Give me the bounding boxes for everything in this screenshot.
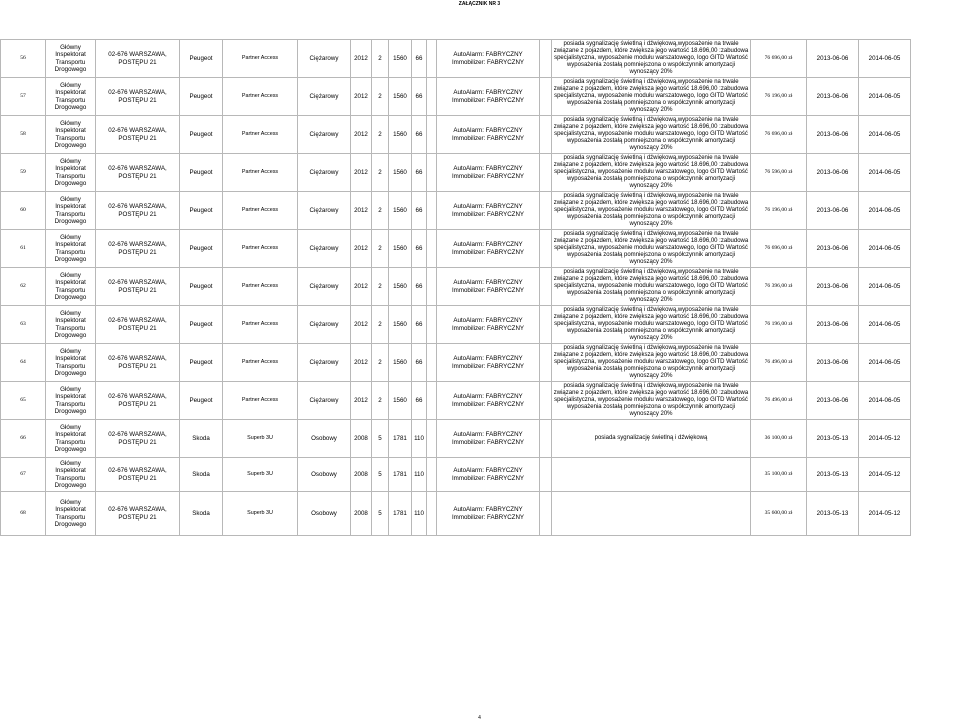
model-cell: Superb 3U [223,492,298,536]
equipment-cell: posiada sygnalizację świetlną i dźwiękową,wyposażenie na trwale związane z pojazdem, które zwiększa jego wartość 18.696,00 :zabudowa specjalistyczna, wyposażenie modułu warszatowego, logo GITD Wartość wyposażenia zostałą pomniejszona o współczynnik amortyzacji wynoszący 20% [552,154,751,192]
owner-cell: Główny Inspektorat Transportu Drogowego [46,40,96,78]
address-cell: 02-676 WARSZAWA, POSTĘPU 21 [96,382,180,420]
row-number: 57 [1,78,46,116]
spacer-cell [540,382,552,420]
value-cell: 76 196,00 zł [751,78,807,116]
vehicle-type-cell: Ciężarowy [298,306,351,344]
make-cell: Peugeot [180,116,223,154]
vehicle-type-cell: Ciężarowy [298,344,351,382]
engine-capacity-cell: 1560 [389,268,412,306]
owner-cell: Główny Inspektorat Transportu Drogowego [46,382,96,420]
date-from-cell: 2013-06-06 [807,344,859,382]
spacer-cell [427,40,437,78]
make-cell: Peugeot [180,78,223,116]
equipment-cell: posiada sygnalizację świetlną i dźwiękową,wyposażenie na trwale związane z pojazdem, które zwiększa jego wartość 18.696,00 :zabudowa specjalistyczna, wyposażenie modułu warszatowego, logo GITD Wartość wyposażenia zostałą pomniejszona o współczynnik amortyzacji wynoszący 20% [552,344,751,382]
security-cell: AutoAlarm: FABRYCZNY Immobilizer: FABRYCZNY [437,382,540,420]
seats-cell: 2 [372,116,389,154]
engine-capacity-cell: 1560 [389,40,412,78]
vehicle-type-cell: Ciężarowy [298,116,351,154]
owner-cell: Główny Inspektorat Transportu Drogowego [46,492,96,536]
make-cell: Peugeot [180,230,223,268]
power-cell: 66 [412,382,427,420]
row-number: 68 [1,492,46,536]
value-cell: 76 496,00 zł [751,344,807,382]
row-number: 64 [1,344,46,382]
date-to-cell: 2014-06-05 [859,78,911,116]
engine-capacity-cell: 1781 [389,492,412,536]
date-from-cell: 2013-06-06 [807,40,859,78]
seats-cell: 2 [372,382,389,420]
year-cell: 2012 [351,78,372,116]
date-to-cell: 2014-06-05 [859,40,911,78]
row-number: 60 [1,192,46,230]
spacer-cell [427,192,437,230]
value-cell: 76 596,00 zł [751,154,807,192]
model-cell: Partner Access [223,382,298,420]
vehicle-type-cell: Ciężarowy [298,230,351,268]
vehicle-type-cell: Ciężarowy [298,78,351,116]
engine-capacity-cell: 1781 [389,458,412,492]
year-cell: 2012 [351,40,372,78]
vehicle-type-cell: Ciężarowy [298,268,351,306]
owner-cell: Główny Inspektorat Transportu Drogowego [46,268,96,306]
spacer-cell [540,458,552,492]
row-number: 59 [1,154,46,192]
make-cell: Peugeot [180,382,223,420]
year-cell: 2012 [351,154,372,192]
make-cell: Peugeot [180,192,223,230]
year-cell: 2012 [351,230,372,268]
date-to-cell: 2014-05-12 [859,492,911,536]
date-to-cell: 2014-06-05 [859,154,911,192]
table-row [1,420,911,458]
make-cell: Skoda [180,458,223,492]
engine-capacity-cell: 1781 [389,420,412,458]
equipment-cell [552,492,751,536]
seats-cell: 5 [372,420,389,458]
value-cell: 36 100,00 zł [751,420,807,458]
spacer-cell [540,306,552,344]
power-cell: 66 [412,154,427,192]
address-cell: 02-676 WARSZAWA, POSTĘPU 21 [96,40,180,78]
date-from-cell: 2013-05-13 [807,492,859,536]
security-cell: AutoAlarm: FABRYCZNY Immobilizer: FABRYCZNY [437,492,540,536]
address-cell: 02-676 WARSZAWA, POSTĘPU 21 [96,306,180,344]
owner-cell: Główny Inspektorat Transportu Drogowego [46,78,96,116]
equipment-cell: posiada sygnalizację świetlną i dźwiękową,wyposażenie na trwale związane z pojazdem, które zwiększa jego wartość 18.696,00 :zabudowa specjalistyczna, wyposażenie modułu warszatowego, logo GITD Wartość wyposażenia zostałą pomniejszona o współczynnik amortyzacji wynoszący 20% [552,268,751,306]
value-cell: 76 196,00 zł [751,192,807,230]
date-to-cell: 2014-06-05 [859,192,911,230]
vehicle-type-cell: Ciężarowy [298,40,351,78]
year-cell: 2008 [351,492,372,536]
make-cell: Peugeot [180,40,223,78]
equipment-cell: posiada sygnalizację świetlną i dźwiękową,wyposażenie na trwale związane z pojazdem, które zwiększa jego wartość 18.696,00 :zabudowa specjalistyczna, wyposażenie modułu warszatowego, logo GITD Wartość wyposażenia zostałą pomniejszona o współczynnik amortyzacji wynoszący 20% [552,306,751,344]
value-cell: 76 196,00 zł [751,306,807,344]
value-cell: 35 100,00 zł [751,458,807,492]
table-row [1,492,911,536]
vehicle-type-cell: Osobowy [298,492,351,536]
security-cell: AutoAlarm: FABRYCZNY Immobilizer: FABRYCZNY [437,154,540,192]
year-cell: 2012 [351,192,372,230]
power-cell: 66 [412,192,427,230]
address-cell: 02-676 WARSZAWA, POSTĘPU 21 [96,116,180,154]
owner-cell: Główny Inspektorat Transportu Drogowego [46,192,96,230]
model-cell: Partner Access [223,78,298,116]
model-cell: Partner Access [223,268,298,306]
value-cell: 76 396,00 zł [751,268,807,306]
table-row [1,192,911,230]
spacer-cell [540,40,552,78]
date-to-cell: 2014-05-12 [859,420,911,458]
seats-cell: 2 [372,306,389,344]
vehicle-type-cell: Ciężarowy [298,382,351,420]
spacer-cell [427,458,437,492]
spacer-cell [540,192,552,230]
engine-capacity-cell: 1560 [389,382,412,420]
address-cell: 02-676 WARSZAWA, POSTĘPU 21 [96,458,180,492]
seats-cell: 2 [372,40,389,78]
address-cell: 02-676 WARSZAWA, POSTĘPU 21 [96,492,180,536]
security-cell: AutoAlarm: FABRYCZNY Immobilizer: FABRYCZNY [437,306,540,344]
date-from-cell: 2013-06-06 [807,382,859,420]
security-cell: AutoAlarm: FABRYCZNY Immobilizer: FABRYCZNY [437,268,540,306]
spacer-cell [540,78,552,116]
table-row [1,458,911,492]
spacer-cell [427,78,437,116]
row-number: 61 [1,230,46,268]
seats-cell: 2 [372,78,389,116]
owner-cell: Główny Inspektorat Transportu Drogowego [46,306,96,344]
power-cell: 66 [412,230,427,268]
address-cell: 02-676 WARSZAWA, POSTĘPU 21 [96,420,180,458]
address-cell: 02-676 WARSZAWA, POSTĘPU 21 [96,154,180,192]
spacer-cell [540,492,552,536]
spacer-cell [540,154,552,192]
spacer-cell [427,492,437,536]
model-cell: Partner Access [223,154,298,192]
make-cell: Peugeot [180,344,223,382]
owner-cell: Główny Inspektorat Transportu Drogowego [46,230,96,268]
spacer-cell [427,268,437,306]
table-row [1,344,911,382]
seats-cell: 2 [372,154,389,192]
power-cell: 110 [412,420,427,458]
owner-cell: Główny Inspektorat Transportu Drogowego [46,344,96,382]
owner-cell: Główny Inspektorat Transportu Drogowego [46,154,96,192]
spacer-cell [540,230,552,268]
year-cell: 2012 [351,306,372,344]
page-header: ZAŁĄCZNIK NR 3 [458,1,501,7]
spacer-cell [427,382,437,420]
equipment-cell: posiada sygnalizację świetlną i dźwiękową,wyposażenie na trwale związane z pojazdem, które zwiększa jego wartość 18.696,00 :zabudowa specjalistyczna, wyposażenie modułu warszatowego, logo GITD Wartość wyposażenia zostałą pomniejszona o współczynnik amortyzacji wynoszący 20% [552,382,751,420]
table-row [1,382,911,420]
date-to-cell: 2014-06-05 [859,382,911,420]
spacer-cell [540,116,552,154]
vehicle-table [0,39,911,536]
power-cell: 110 [412,458,427,492]
equipment-cell: posiada sygnalizację świetlną i dźwiękową,wyposażenie na trwale związane z pojazdem, które zwiększa jego wartość 18.696,00 :zabudowa specjalistyczna, wyposażenie modułu warszatowego, logo GITD Wartość wyposażenia zostałą pomniejszona o współczynnik amortyzacji wynoszący 20% [552,40,751,78]
vehicle-type-cell: Osobowy [298,420,351,458]
date-from-cell: 2013-06-06 [807,78,859,116]
equipment-cell: posiada sygnalizację świetlną i dźwiękową,wyposażenie na trwale związane z pojazdem, które zwiększa jego wartość 18.696,00 :zabudowa specjalistyczna, wyposażenie modułu warszatowego, logo GITD Wartość wyposażenia zostałą pomniejszona o współczynnik amortyzacji wynoszący 20% [552,78,751,116]
row-number: 65 [1,382,46,420]
security-cell: AutoAlarm: FABRYCZNY Immobilizer: FABRYCZNY [437,116,540,154]
power-cell: 66 [412,78,427,116]
equipment-cell: posiada sygnalizację świetlną i dźwiękową,wyposażenie na trwale związane z pojazdem, które zwiększa jego wartość 18.696,00 :zabudowa specjalistyczna, wyposażenie modułu warszatowego, logo GITD Wartość wyposażenia zostałą pomniejszona o współczynnik amortyzacji wynoszący 20% [552,230,751,268]
security-cell: AutoAlarm: FABRYCZNY Immobilizer: FABRYCZNY [437,40,540,78]
year-cell: 2012 [351,382,372,420]
date-to-cell: 2014-06-05 [859,116,911,154]
row-number: 58 [1,116,46,154]
year-cell: 2008 [351,458,372,492]
date-to-cell: 2014-06-05 [859,306,911,344]
security-cell: AutoAlarm: FABRYCZNY Immobilizer: FABRYCZNY [437,192,540,230]
equipment-cell: posiada sygnalizację świetlną i dźwiękową,wyposażenie na trwale związane z pojazdem, które zwiększa jego wartość 18.696,00 :zabudowa specjalistyczna, wyposażenie modułu warszatowego, logo GITD Wartość wyposażenia zostałą pomniejszona o współczynnik amortyzacji wynoszący 20% [552,116,751,154]
value-cell: 76 696,00 zł [751,40,807,78]
make-cell: Skoda [180,492,223,536]
spacer-cell [427,230,437,268]
model-cell: Partner Access [223,344,298,382]
model-cell: Partner Access [223,306,298,344]
year-cell: 2012 [351,268,372,306]
table-row [1,40,911,78]
seats-cell: 2 [372,268,389,306]
seats-cell: 2 [372,344,389,382]
date-to-cell: 2014-06-05 [859,268,911,306]
security-cell: AutoAlarm: FABRYCZNY Immobilizer: FABRYCZNY [437,420,540,458]
value-cell: 76 496,00 zł [751,382,807,420]
equipment-cell: posiada sygnalizację świetlną i dźwiękową,wyposażenie na trwale związane z pojazdem, które zwiększa jego wartość 18.696,00 :zabudowa specjalistyczna, wyposażenie modułu warszatowego, logo GITD Wartość wyposażenia zostałą pomniejszona o współczynnik amortyzacji wynoszący 20% [552,192,751,230]
year-cell: 2012 [351,344,372,382]
make-cell: Skoda [180,420,223,458]
engine-capacity-cell: 1560 [389,78,412,116]
model-cell: Partner Access [223,40,298,78]
page-number: 4 [478,715,481,721]
engine-capacity-cell: 1560 [389,306,412,344]
table-row [1,230,911,268]
table-row [1,78,911,116]
model-cell: Partner Access [223,192,298,230]
power-cell: 66 [412,116,427,154]
seats-cell: 2 [372,230,389,268]
address-cell: 02-676 WARSZAWA, POSTĘPU 21 [96,78,180,116]
date-from-cell: 2013-06-06 [807,268,859,306]
table-row [1,268,911,306]
value-cell: 76 696,00 zł [751,230,807,268]
row-number: 67 [1,458,46,492]
year-cell: 2008 [351,420,372,458]
vehicle-type-cell: Osobowy [298,458,351,492]
date-from-cell: 2013-05-13 [807,420,859,458]
power-cell: 66 [412,306,427,344]
table-row [1,306,911,344]
row-number: 66 [1,420,46,458]
table-row [1,116,911,154]
power-cell: 66 [412,268,427,306]
security-cell: AutoAlarm: FABRYCZNY Immobilizer: FABRYCZNY [437,458,540,492]
security-cell: AutoAlarm: FABRYCZNY Immobilizer: FABRYCZNY [437,78,540,116]
table-row [1,154,911,192]
engine-capacity-cell: 1560 [389,116,412,154]
power-cell: 66 [412,344,427,382]
spacer-cell [540,268,552,306]
make-cell: Peugeot [180,268,223,306]
vehicle-type-cell: Ciężarowy [298,192,351,230]
spacer-cell [540,344,552,382]
value-cell: 35 600,00 zł [751,492,807,536]
date-to-cell: 2014-06-05 [859,344,911,382]
equipment-cell: posiada sygnalizację świetlną i dźwiękową [552,420,751,458]
security-cell: AutoAlarm: FABRYCZNY Immobilizer: FABRYCZNY [437,230,540,268]
row-number: 63 [1,306,46,344]
make-cell: Peugeot [180,154,223,192]
row-number: 56 [1,40,46,78]
engine-capacity-cell: 1560 [389,230,412,268]
security-cell: AutoAlarm: FABRYCZNY Immobilizer: FABRYCZNY [437,344,540,382]
spacer-cell [427,116,437,154]
model-cell: Partner Access [223,230,298,268]
spacer-cell [427,154,437,192]
spacer-cell [427,306,437,344]
seats-cell: 5 [372,458,389,492]
value-cell: 76 696,00 zł [751,116,807,154]
spacer-cell [540,420,552,458]
power-cell: 110 [412,492,427,536]
spacer-cell [427,420,437,458]
spacer-cell [427,344,437,382]
model-cell: Superb 3U [223,420,298,458]
date-from-cell: 2013-06-06 [807,192,859,230]
model-cell: Superb 3U [223,458,298,492]
equipment-cell [552,458,751,492]
date-from-cell: 2013-05-13 [807,458,859,492]
row-number: 62 [1,268,46,306]
seats-cell: 5 [372,492,389,536]
make-cell: Peugeot [180,306,223,344]
date-from-cell: 2013-06-06 [807,306,859,344]
power-cell: 66 [412,40,427,78]
engine-capacity-cell: 1560 [389,154,412,192]
model-cell: Partner Access [223,116,298,154]
date-to-cell: 2014-06-05 [859,230,911,268]
owner-cell: Główny Inspektorat Transportu Drogowego [46,116,96,154]
vehicle-type-cell: Ciężarowy [298,154,351,192]
seats-cell: 2 [372,192,389,230]
address-cell: 02-676 WARSZAWA, POSTĘPU 21 [96,344,180,382]
engine-capacity-cell: 1560 [389,192,412,230]
date-from-cell: 2013-06-06 [807,116,859,154]
date-to-cell: 2014-05-12 [859,458,911,492]
date-from-cell: 2013-06-06 [807,154,859,192]
date-from-cell: 2013-06-06 [807,230,859,268]
engine-capacity-cell: 1560 [389,344,412,382]
address-cell: 02-676 WARSZAWA, POSTĘPU 21 [96,192,180,230]
address-cell: 02-676 WARSZAWA, POSTĘPU 21 [96,268,180,306]
address-cell: 02-676 WARSZAWA, POSTĘPU 21 [96,230,180,268]
owner-cell: Główny Inspektorat Transportu Drogowego [46,458,96,492]
year-cell: 2012 [351,116,372,154]
owner-cell: Główny Inspektorat Transportu Drogowego [46,420,96,458]
